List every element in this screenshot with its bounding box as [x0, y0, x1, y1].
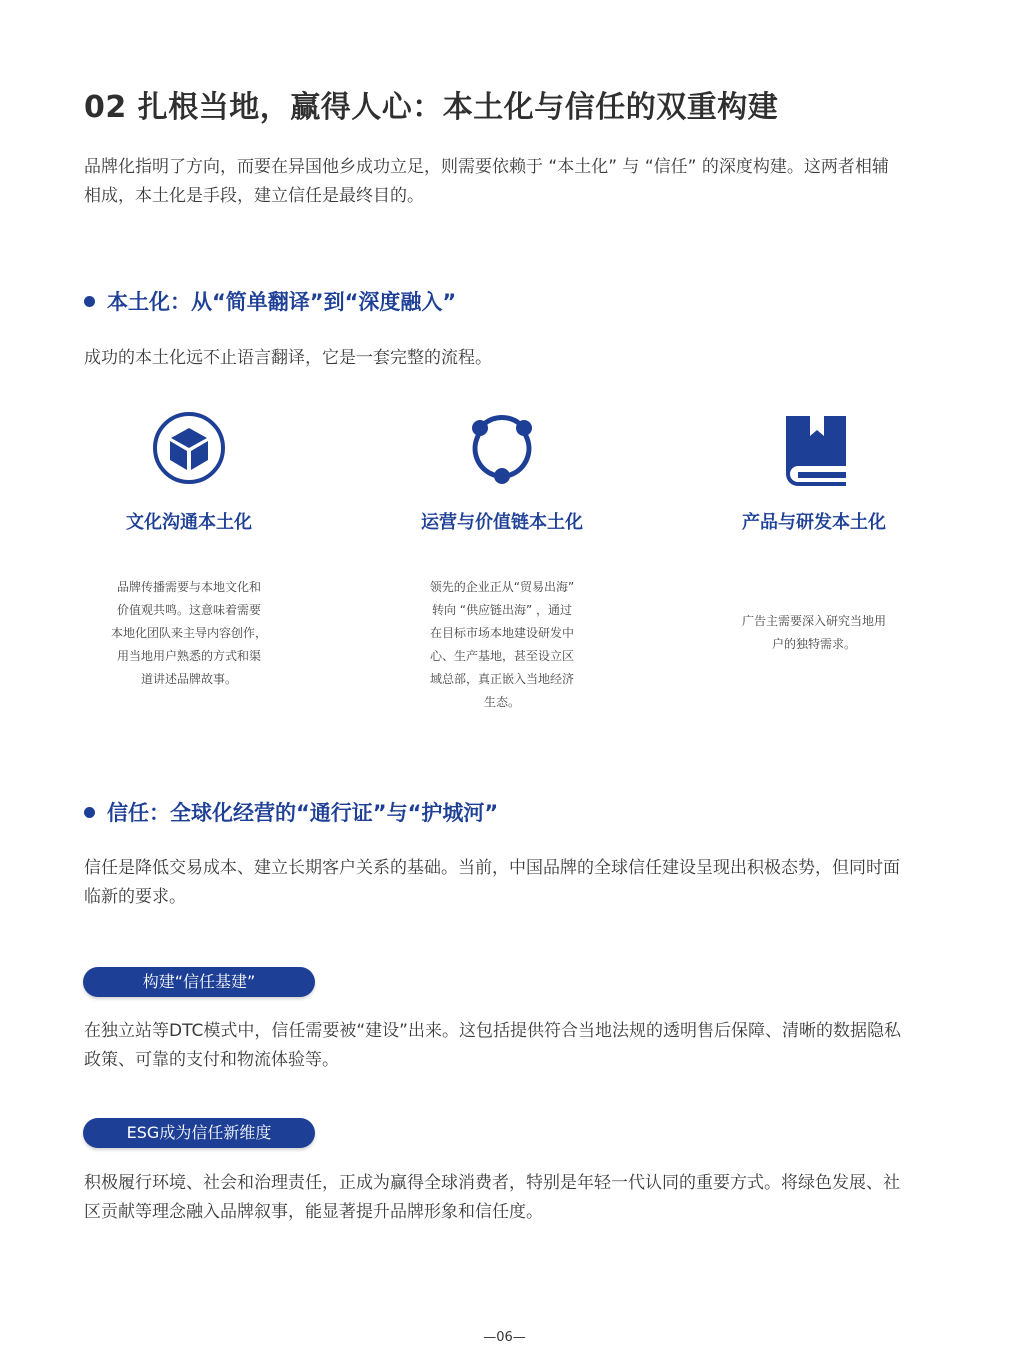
esg-trust-text	[84, 1169, 934, 1227]
cube-icon	[151, 410, 227, 486]
page-title: 02 扎根当地，赢得人心：本土化与信任的双重构建	[84, 90, 779, 125]
trust-infrastructure-text	[84, 1017, 934, 1075]
card-operations-localization	[352, 410, 652, 714]
section-localization-heading	[84, 286, 456, 316]
card-desc-line: 品牌传播需要与本地文化和	[116, 580, 261, 594]
body-line: 在独立站等DTC模式中，信任需要被“建设”出来。这包括提供符合当地法规的透明售后保障、清晰的数据隐私	[84, 1021, 901, 1041]
card-desc-line: 领先的企业正从“贸易出海”	[429, 580, 575, 594]
card-product-localization	[664, 410, 964, 656]
card-label: 文化沟通本土化	[126, 512, 252, 533]
card-desc-line: 用当地用户熟悉的方式和渠	[116, 649, 261, 663]
card-desc-line: 广告主需要深入研究当地用	[741, 614, 886, 628]
trust-lead-line: 信任是降低交易成本、建立长期客户关系的基础。当前，中国品牌的全球信任建设呈现出积极态势，但同时面	[84, 858, 900, 878]
tag-esg-trust: ESG成为信任新维度	[83, 1118, 315, 1148]
intro-paragraph	[84, 153, 934, 211]
card-description	[664, 610, 964, 656]
card-desc-line: 本地化团队来主导内容创作，	[110, 626, 267, 640]
tag-trust-infrastructure: 构建“信任基建”	[83, 967, 315, 997]
card-label: 产品与研发本土化	[742, 512, 886, 533]
intro-line: 相成，本土化是手段，建立信任是最终目的。	[84, 186, 424, 206]
trust-lead-line: 临新的要求。	[84, 887, 186, 907]
section-trust-heading	[84, 797, 498, 827]
body-line: 政策、可靠的支付和物流体验等。	[84, 1050, 339, 1070]
card-desc-line: 户的独特需求。	[771, 637, 856, 651]
body-line: 区贡献等理念融入品牌叙事，能显著提升品牌形象和信任度。	[84, 1202, 543, 1222]
cycle-icon	[464, 410, 540, 486]
card-desc-line: 域总部，真正嵌入当地经济	[429, 672, 574, 686]
intro-line: 品牌化指明了方向，而要在异国他乡成功立足，则需要依赖于 “本土化” 与 “信任” 的深度构建。这两者相辅	[84, 157, 889, 177]
card-desc-line: 价值观共鸣。这意味着需要	[116, 603, 261, 617]
section-heading-text: 本土化：从“简单翻译”到“深度融入”	[107, 290, 457, 314]
card-desc-line: 道讲述品牌故事。	[140, 672, 237, 686]
card-culture-localization	[39, 410, 339, 691]
card-desc-line: 心、生产基地，甚至设立区	[429, 649, 574, 663]
card-description	[352, 576, 652, 714]
card-description	[39, 576, 339, 691]
book-icon	[776, 410, 852, 486]
section-heading-text: 信任：全球化经营的“通行证”与“护城河”	[107, 801, 499, 825]
trust-lead	[84, 854, 934, 912]
bullet-dot-icon	[84, 807, 95, 818]
bullet-dot-icon	[84, 296, 95, 307]
card-desc-line: 转向 “供应链出海” ，通过	[431, 603, 573, 617]
page-number: —06—	[483, 1330, 526, 1345]
card-label: 运营与价值链本土化	[421, 512, 583, 533]
card-desc-line: 生态。	[483, 695, 520, 709]
card-desc-line: 在目标市场本地建设研发中	[429, 626, 574, 640]
body-line: 积极履行环境、社会和治理责任，正成为赢得全球消费者，特别是年轻一代认同的重要方式。将绿色发展、社	[84, 1173, 900, 1193]
localization-lead: 成功的本土化远不止语言翻译，它是一套完整的流程。	[84, 348, 492, 368]
